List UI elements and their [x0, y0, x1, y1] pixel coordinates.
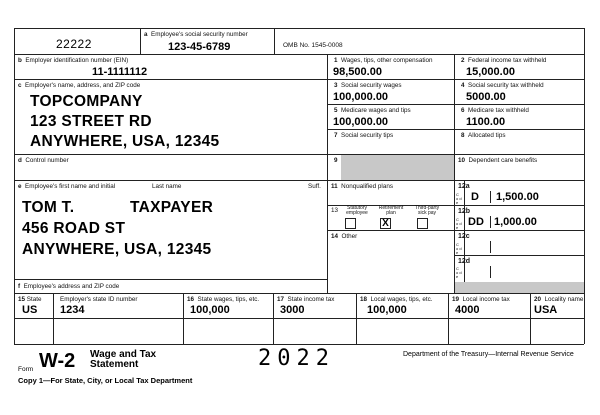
rule — [448, 293, 449, 344]
box-15-label: 15 State — [18, 296, 42, 303]
rule — [14, 279, 327, 280]
box-7-label: 7 Social security tips — [334, 132, 394, 139]
employee-city: ANYWHERE, USA, 12345 — [22, 241, 212, 258]
box-5-label: 5 Medicare wages and tips — [334, 107, 411, 114]
last-name-label: Last name — [152, 183, 182, 190]
box-6-label: 6 Medicare tax withheld — [461, 107, 529, 114]
copy-line: Copy 1—For State, City, or Local Tax Department — [18, 376, 193, 385]
box-12d-label: 12d — [458, 258, 471, 265]
box-12c-label: 12c — [458, 233, 470, 240]
employee-first-name: TOM T. — [22, 199, 75, 216]
box-18-label: 18 Local wages, tips, etc. — [360, 296, 433, 303]
box-12b-value: 1,000.00 — [494, 216, 537, 228]
third-party-label: Third-party sick pay — [414, 205, 440, 216]
code-letters: C o d e — [456, 217, 462, 230]
code-letters: C o d e — [456, 242, 462, 255]
box-14-label: 14 Other — [331, 233, 358, 240]
box-5-value: 100,000.00 — [333, 116, 389, 128]
box-2-label: 2 Federal income tax withheld — [461, 57, 547, 64]
rule — [327, 230, 454, 231]
state-value: US — [22, 304, 38, 316]
form-word: Form — [18, 366, 34, 373]
suffix-label: Suff. — [308, 183, 321, 190]
state-id-value: 1234 — [60, 304, 85, 316]
rule — [327, 129, 584, 130]
employer-city: ANYWHERE, USA, 12345 — [30, 133, 220, 150]
rule — [490, 191, 491, 203]
box-e-label: e Employee's first name and initial — [18, 183, 116, 190]
box-17-label: 17 State income tax — [277, 296, 335, 303]
rule — [530, 293, 531, 344]
box-a-label: a Employee's social security number — [144, 31, 248, 38]
employer-street: 123 STREET RD — [30, 113, 152, 130]
rule — [454, 255, 584, 256]
rule — [490, 266, 491, 278]
box-8-label: 8 Allocated tips — [461, 132, 506, 139]
box-12a-label: 12a — [458, 183, 470, 190]
rule — [14, 28, 15, 344]
box-4-value: 5000.00 — [466, 91, 506, 103]
rule — [490, 216, 491, 228]
rule — [14, 79, 584, 80]
box-13-number: 13 — [331, 207, 339, 214]
tax-year: 2022 — [258, 346, 335, 371]
rule — [356, 293, 357, 344]
box-20-value: USA — [534, 304, 558, 316]
employee-last-name: TAXPAYER — [130, 199, 214, 216]
rule — [14, 293, 584, 294]
box-d-label: d Control number — [18, 157, 69, 164]
rule — [14, 344, 584, 345]
rule — [327, 54, 328, 293]
box-1-label: 1 Wages, tips, other compensation — [334, 57, 433, 64]
rule — [454, 205, 584, 206]
rule — [14, 180, 584, 181]
statutory-label: Statutory employee — [346, 205, 368, 216]
rule — [183, 293, 184, 344]
rule — [140, 28, 141, 54]
box-12b-code: DD — [468, 216, 484, 228]
box-3-value: 100,000.00 — [333, 91, 389, 103]
code-letters: C o d e — [456, 192, 462, 205]
third-party-checkbox[interactable] — [417, 218, 428, 229]
code-letters: C o d e — [456, 266, 462, 279]
retirement-checkbox[interactable]: X — [380, 218, 391, 229]
employer-name: TOPCOMPANY — [30, 93, 143, 110]
box-17-value: 3000 — [280, 304, 305, 316]
rule — [273, 293, 274, 344]
agency-line: Department of the Treasury—Internal Revenue Service — [403, 351, 574, 358]
box-16-label: 16 State wages, tips, etc. — [187, 296, 260, 303]
box-19-label: 19 Local income tax — [452, 296, 510, 303]
box-16-value: 100,000 — [190, 304, 230, 316]
box-4-label: 4 Social security tax withheld — [461, 82, 544, 89]
box-2-value: 15,000.00 — [466, 66, 515, 78]
state-id-label: Employer's state ID number — [60, 296, 138, 303]
rule — [454, 54, 455, 293]
box-12a-code: D — [471, 191, 479, 203]
rule — [327, 104, 584, 105]
box-11-label: 11 Nonqualified plans — [331, 183, 393, 190]
rule — [454, 230, 584, 231]
retirement-label: Retirement plan — [378, 205, 404, 216]
omb-number: OMB No. 1545-0008 — [283, 42, 343, 49]
box-b-label: b Employer identification number (EIN) — [18, 57, 129, 64]
control-code: 22222 — [56, 37, 92, 51]
box-19-value: 4000 — [455, 304, 480, 316]
box-18-value: 100,000 — [367, 304, 407, 316]
form-id: W-2 — [39, 350, 76, 372]
rule — [14, 54, 584, 55]
rule — [53, 293, 54, 344]
rule — [14, 318, 584, 319]
employee-street: 456 ROAD ST — [22, 220, 126, 237]
box-10-label: 10 Dependent care benefits — [458, 157, 538, 164]
ssn-value: 123-45-6789 — [168, 41, 231, 53]
box-c-label: c Employer's name, address, and ZIP code — [18, 82, 141, 89]
form-title-line1: Wage and Tax — [90, 349, 157, 360]
box-9-label: 9 — [334, 157, 338, 164]
rule — [14, 28, 584, 29]
form-title-line2: Statement — [90, 359, 139, 370]
box-12b-label: 12b — [458, 208, 471, 215]
box-6-value: 1100.00 — [466, 116, 506, 128]
rule — [490, 241, 491, 253]
shaded-strip — [455, 282, 584, 293]
statutory-checkbox[interactable] — [345, 218, 356, 229]
rule — [584, 28, 585, 344]
shaded-box-9 — [341, 155, 454, 180]
ein-value: 11-1111112 — [92, 66, 148, 78]
box-3-label: 3 Social security wages — [334, 82, 402, 89]
rule — [274, 28, 275, 54]
box-20-label: 20 Locality name — [534, 296, 584, 303]
box-f-label: f Employee's address and ZIP code — [18, 283, 120, 290]
rule — [14, 154, 584, 155]
box-12a-value: 1,500.00 — [496, 191, 539, 203]
box-1-value: 98,500.00 — [333, 66, 382, 78]
